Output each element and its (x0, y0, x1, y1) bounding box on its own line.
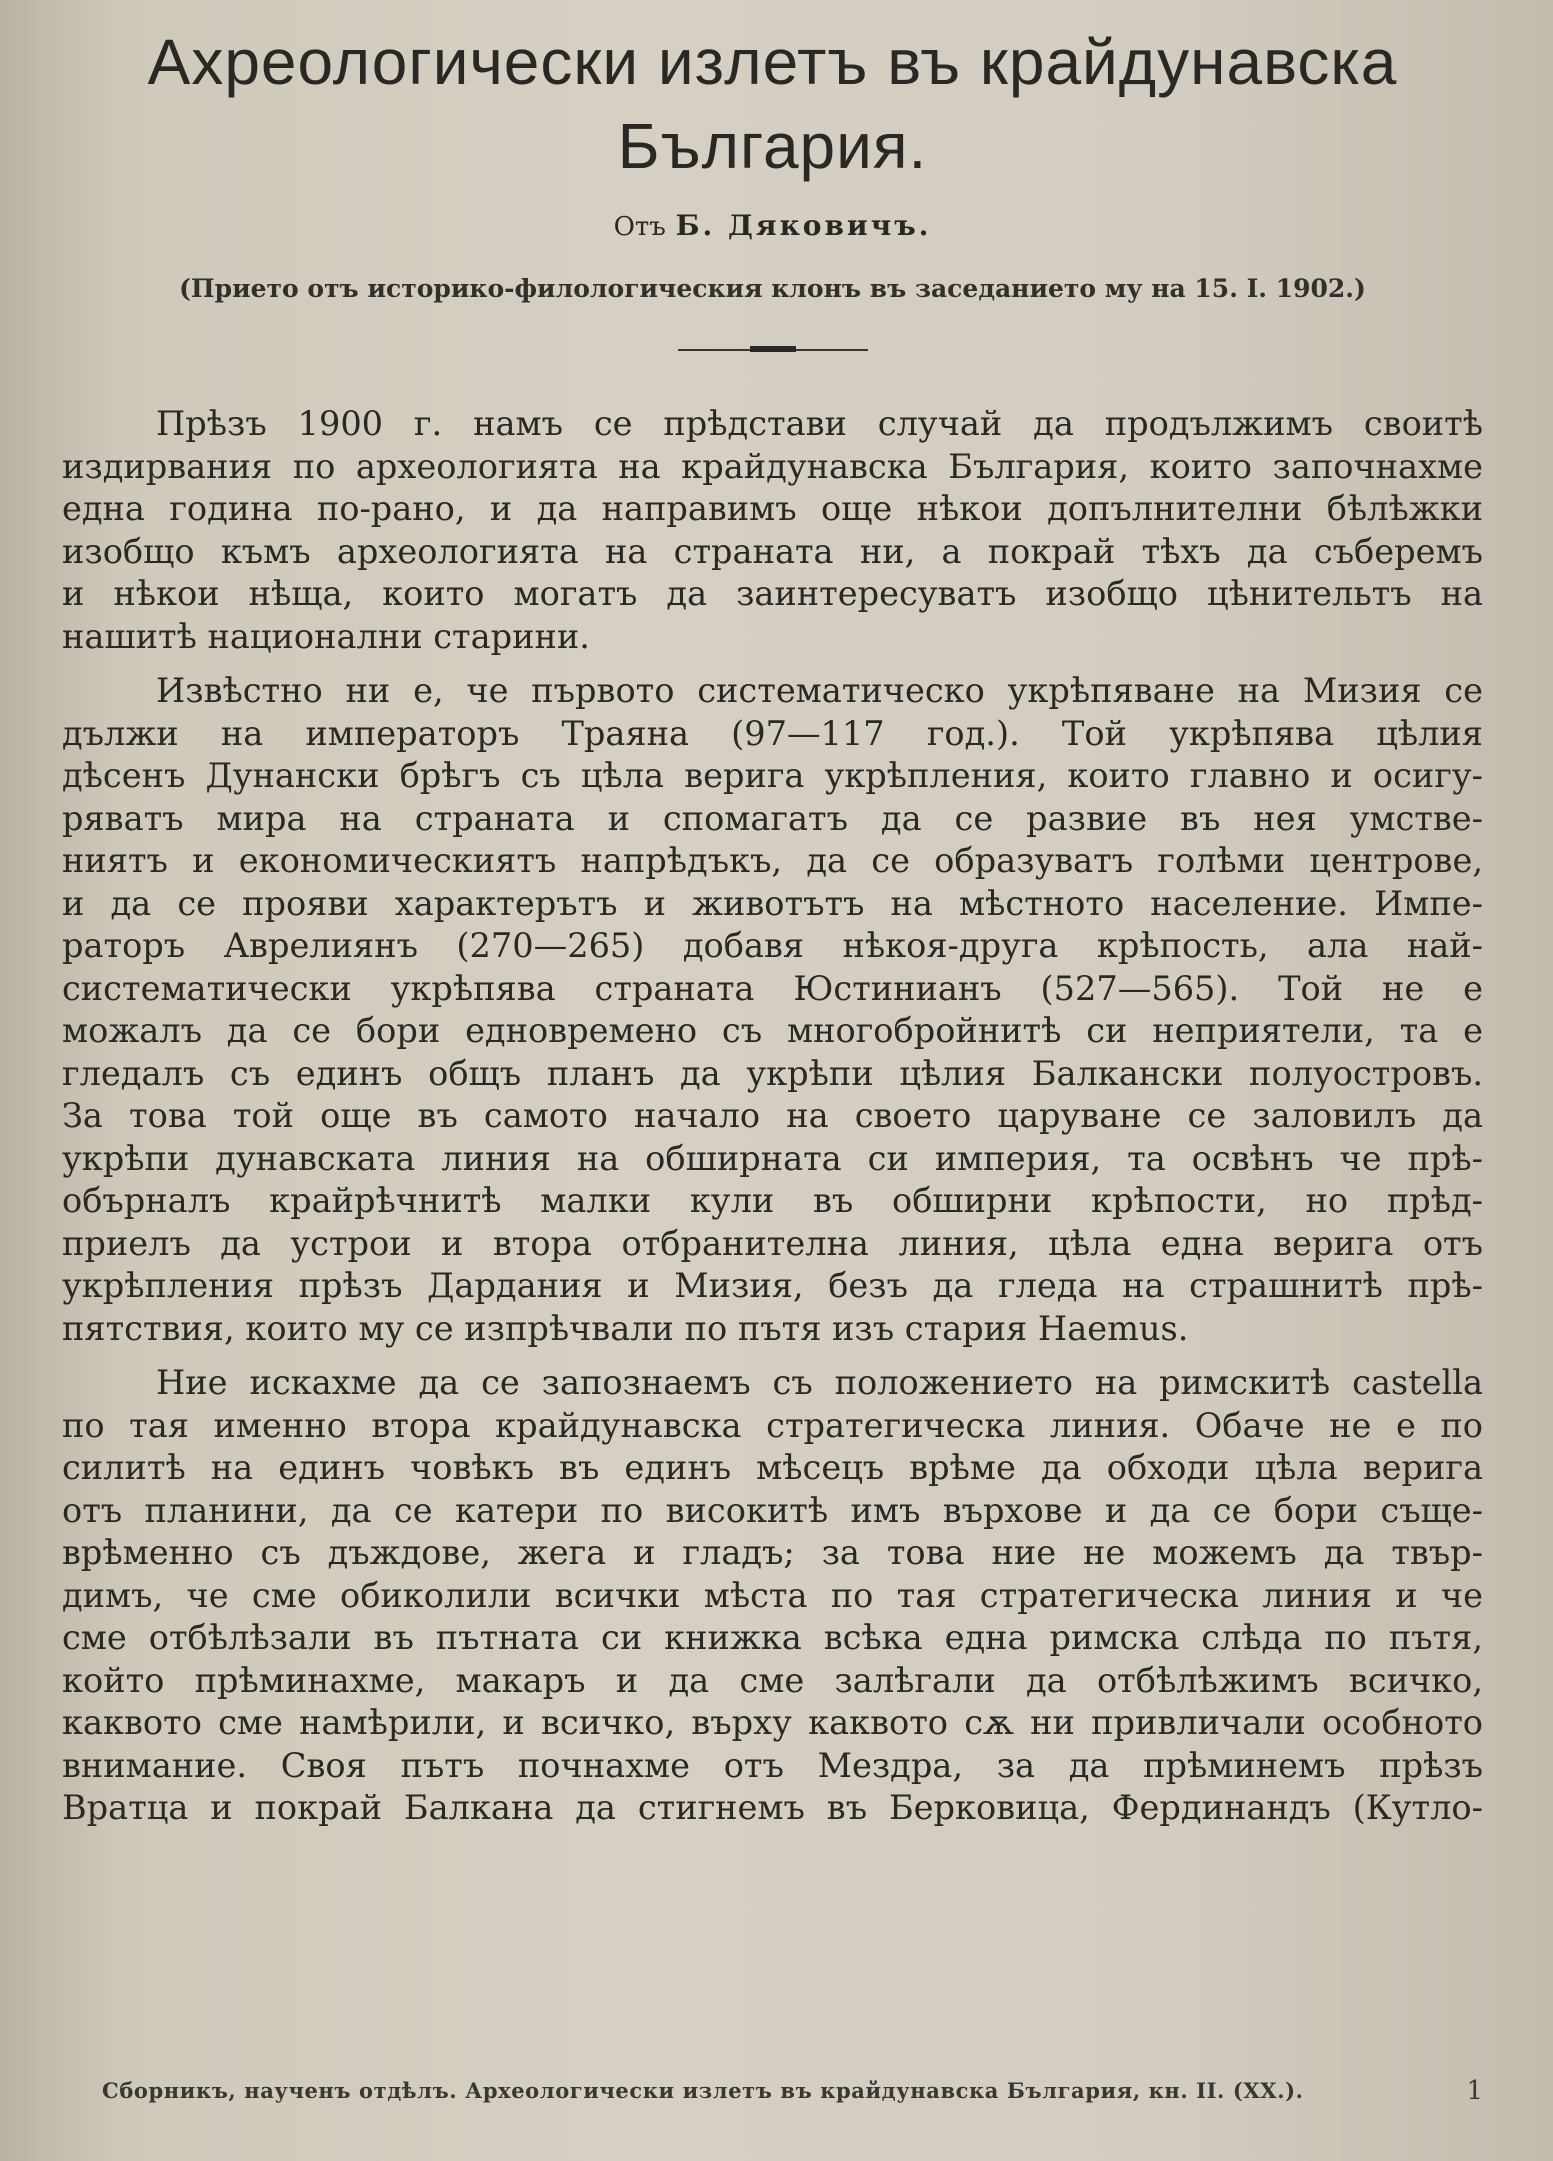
text-line: по тая именно втора крайдунавска стратегическа линия. Обаче не е по (62, 1405, 1483, 1445)
text-line: издирвания по археологията на крайдунавска България, които започнахме (62, 446, 1483, 486)
author-byline (62, 206, 1483, 247)
paragraph (62, 403, 1483, 658)
ornamental-divider (678, 349, 868, 355)
byline-prefix: Отъ (613, 212, 666, 242)
text-line: пятствия, които му се изпрѣчвали по пътя изъ стария Haemus. (62, 1308, 1189, 1348)
title-line-2: България. (617, 110, 928, 182)
text-line: обърналъ крайрѣчнитѣ малки кули въ обширни крѣпости, но прѣд- (62, 1181, 1483, 1220)
text-line: дължи на императоръ Траяна (97—117 год.). Той укрѣпява цѣлия (62, 713, 1483, 753)
text-line: внимание. Своя пътъ почнахме отъ Мездра, за да прѣминемъ прѣзъ (62, 1745, 1483, 1785)
title-line-1: Ахреологически излетъ въ крайдунавска (147, 26, 1398, 98)
text-line: и нѣкои нѣща, които могатъ да заинтересуватъ изобщо цѣнительтъ на (62, 574, 1483, 613)
text-line: приелъ да устрои и втора отбранителна линия, цѣла една верига отъ (62, 1223, 1483, 1263)
acceptance-note: (Прието отъ историко-филологическия клонъ въ заседанието му на 15. I. 1902.) (179, 274, 1366, 303)
text-line: нашитѣ национални старини. (62, 616, 590, 656)
text-line: една година по-рано, и да направимъ още нѣкои допълнителни бѣлѣжки (62, 489, 1483, 528)
text-line: каквото сме намѣрили, и всичко, върху каквото сѫ ни привличали особното (62, 1703, 1483, 1742)
text-line: раторъ Аврелиянъ (270—265) добавя нѣкоя-друга крѣпость, ала най- (62, 926, 1483, 965)
text-line: дѣсенъ Дунански брѣгъ съ цѣла верига укрѣпления, които главно и осигу- (62, 756, 1483, 795)
author-name: Б. Дяковичъ. (675, 209, 932, 242)
text-line: врѣменно съ дъждове, жега и гладъ; за това ние не можемъ да твър- (62, 1533, 1483, 1572)
text-line: Прѣзъ 1900 г. намъ се прѣдстави случай да продължимъ своитѣ (156, 404, 1483, 443)
text-line: укрѣпи дунавската линия на обширната си империя, та освѣнъ че прѣ- (62, 1138, 1483, 1178)
text-line: ряватъ мира на страната и спомагатъ да се развие въ нея умстве- (62, 798, 1483, 838)
article-body (62, 403, 1483, 1830)
text-line: Ние искахме да се запознаемъ съ положението на римскитѣ castella (156, 1363, 1483, 1402)
text-line: сме отбѣлѣзали въ пътната си книжка всѣка една римска слѣда по пътя, (62, 1618, 1483, 1657)
text-line: който прѣминахме, макаръ и да сме залѣгали да отбѣлѣжимъ всичко, (62, 1660, 1483, 1700)
article-title (62, 20, 1483, 188)
text-line: изобщо къмъ археологията на страната ни, а покрай тѣхъ да съберемъ (62, 531, 1483, 571)
page-footer (62, 2076, 1483, 2106)
paragraph (62, 1362, 1483, 1830)
text-line: За това той още въ самото начало на своето царуване се заловилъ да (62, 1096, 1483, 1135)
text-line: димъ, че сме обиколили всички мѣста по тая стратегическа линия и че (62, 1575, 1483, 1615)
text-line: укрѣпления прѣзъ Дардания и Мизия, безъ да гледа на страшнитѣ прѣ- (62, 1266, 1483, 1305)
text-line: отъ планини, да се катери по високитѣ имъ върхове и да се бори съще- (62, 1490, 1483, 1530)
text-line: ниятъ и економическиятъ напрѣдъкъ, да се образуватъ голѣми центрове, (62, 841, 1483, 880)
text-line: можалъ да се бори едновремено съ многобройнитѣ си неприятели, та е (62, 1011, 1483, 1050)
text-line: систематически укрѣпява страната Юстинианъ (527—565). Той не е (62, 968, 1483, 1008)
paragraph (62, 670, 1483, 1350)
footer-citation: Сборникъ, наученъ отдѣлъ. Археологически излетъ въ крайдунавска България, кн. II. (XX.). (102, 2078, 1304, 2103)
text-line: гледалъ съ единъ общъ планъ да укрѣпи цѣлия Балкански полуостровъ. (62, 1053, 1483, 1093)
text-line: и да се прояви характерътъ и животътъ на мѣстното население. Импе- (62, 883, 1483, 923)
page-number: 1 (1466, 2076, 1483, 2106)
text-line: Извѣстно ни е, че първото систематическо укрѣпяване на Мизия се (156, 671, 1483, 710)
text-line: Вратца и покрай Балкана да стигнемъ въ Берковица, Фердинандъ (Кутло- (62, 1788, 1483, 1827)
text-line: силитѣ на единъ човѣкъ въ единъ мѣсецъ врѣме да обходи цѣла верига (62, 1448, 1483, 1487)
